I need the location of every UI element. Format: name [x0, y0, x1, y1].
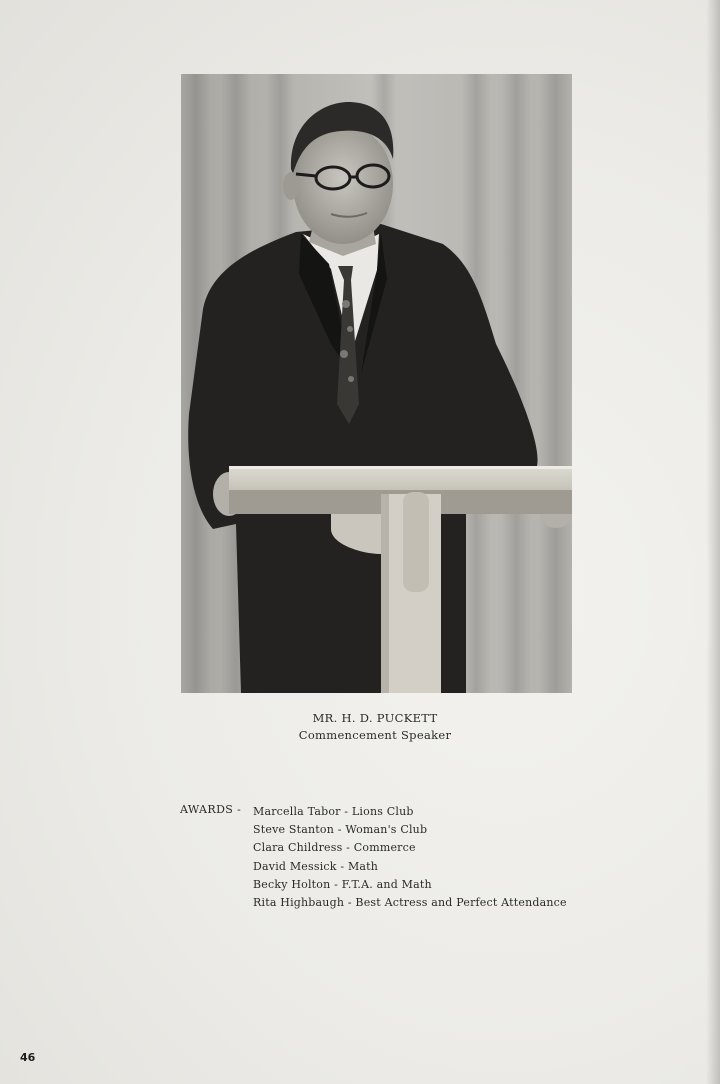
speaker-photo-illustration	[181, 74, 572, 693]
award-item: Clara Childress - Commerce	[253, 841, 416, 855]
page-edge-shadow	[706, 0, 720, 1084]
award-item: Marcella Tabor - Lions Club	[253, 805, 414, 818]
award-item: David Messick - Math	[253, 859, 379, 873]
speaker-role: Commencement Speaker	[298, 728, 452, 742]
speaker-photo	[181, 74, 572, 693]
speaker-name: MR. H. D. PUCKETT	[312, 711, 438, 725]
awards-list	[253, 803, 567, 912]
award-item: Rita Highbaugh - Best Actress and Perfect Attendance	[253, 896, 567, 910]
award-item: Becky Holton - F.T.A. and Math	[253, 877, 432, 891]
award-item: Steve Stanton - Woman's Club	[253, 823, 428, 837]
awards-label: AWARDS -	[180, 803, 242, 816]
page-number: 46	[20, 1051, 36, 1064]
